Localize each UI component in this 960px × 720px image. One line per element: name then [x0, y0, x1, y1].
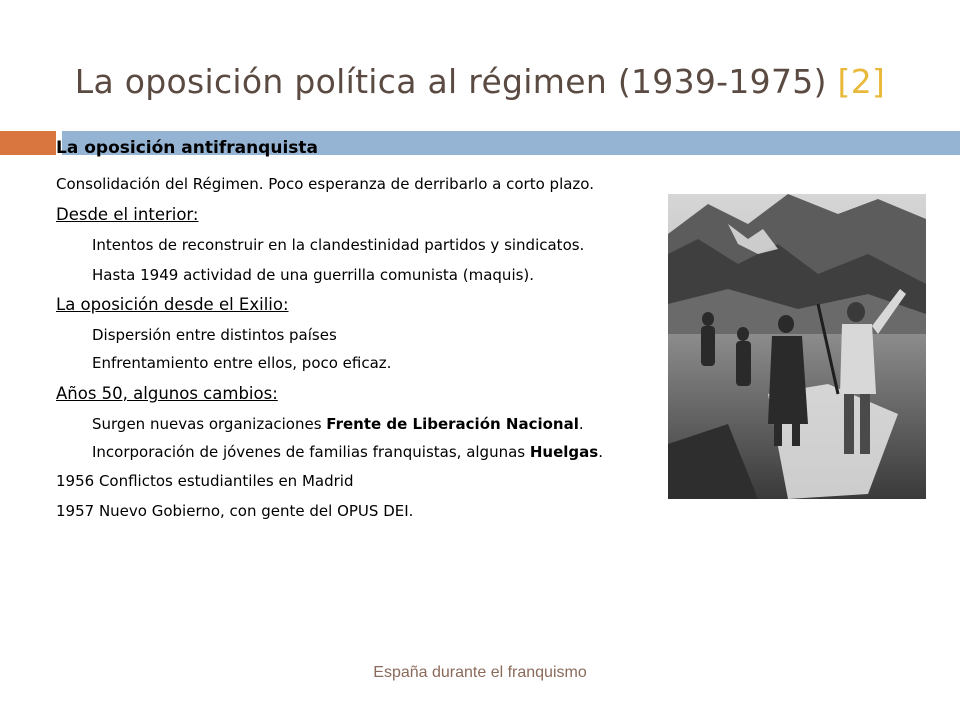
- subheading-anos-50: Años 50, algunos cambios:: [56, 384, 278, 403]
- guerrilla-photo-illustration: [668, 194, 926, 499]
- frente-liberacion-bold: Frente de Liberación Nacional: [326, 415, 579, 433]
- huelgas-bold: Huelgas: [529, 443, 599, 461]
- orange-accent-bar: [0, 131, 56, 155]
- bullet-organizaciones: [92, 415, 584, 433]
- bullet-1957: 1957 Nuevo Gobierno, con gente del OPUS DEI.: [56, 502, 414, 520]
- slide-footer: España durante el franquismo: [373, 664, 587, 681]
- subheading-exilio: La oposición desde el Exilio:: [56, 295, 289, 314]
- incorporacion-text: Incorporación de jóvenes de familias franquistas, algunas: [92, 443, 530, 461]
- bullet-enfrentamiento: Enfrentamiento entre ellos, poco eficaz.: [92, 354, 392, 372]
- bullet-consolidacion: Consolidación del Régimen. Poco esperanza de derribarlo a corto plazo.: [56, 175, 594, 193]
- bullet-1956: 1956 Conflictos estudiantiles en Madrid: [56, 472, 354, 490]
- bullet-guerrilla: Hasta 1949 actividad de una guerrilla comunista (maquis).: [92, 266, 535, 284]
- title-main: La oposición política al régimen (1939-1975): [74, 62, 838, 101]
- organizaciones-text: Surgen nuevas organizaciones: [92, 415, 327, 433]
- bullet-reconstruir: Intentos de reconstruir en la clandestinidad partidos y sindicatos.: [92, 236, 585, 254]
- slide-title: [0, 62, 960, 101]
- guerrilla-photo: [668, 194, 926, 499]
- section-heading: La oposición antifranquista: [56, 138, 318, 158]
- bullet-incorporacion: [92, 443, 603, 461]
- period-2: .: [598, 443, 603, 461]
- subheading-interior: Desde el interior:: [56, 205, 199, 224]
- bullet-dispersion: Dispersión entre distintos países: [92, 326, 337, 344]
- title-number: [2]: [837, 62, 886, 101]
- period-1: .: [578, 415, 584, 433]
